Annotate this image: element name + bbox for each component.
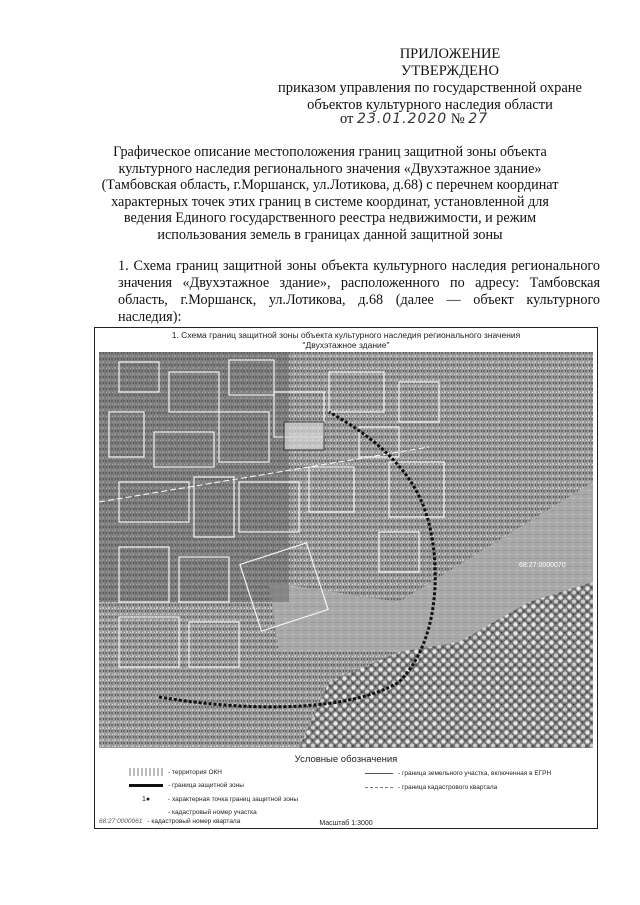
legend-quarter-border-label: - граница кадастрового квартала xyxy=(398,784,498,791)
legend-parcel-border-label: - граница земельного участка, включенная в ЕГРН xyxy=(398,770,552,777)
point-sample: 1● xyxy=(141,796,151,803)
aerial-map xyxy=(99,352,593,748)
legend-parcel-number xyxy=(129,808,257,816)
map-legend xyxy=(95,752,597,828)
number-sign: № xyxy=(450,111,465,127)
document-title xyxy=(70,144,590,243)
map-caption-line: "Двухэтажное здание" xyxy=(302,340,390,350)
section-1-paragraph xyxy=(84,258,600,326)
approved-label: УТВЕРЖДЕНО xyxy=(401,63,499,79)
order-line-2: объектов культурного наследия области xyxy=(307,97,553,113)
legend-parcel-border xyxy=(365,770,551,777)
parcel-number-swatch xyxy=(129,808,163,816)
map-scale: Масштаб 1:3000 xyxy=(319,820,373,827)
title-line: ведения Единого государственного реестра недвижимости, и режим xyxy=(123,210,537,226)
title-line: характерных точек этих границ в системе координат, установленной для xyxy=(111,193,549,210)
zone-line-swatch xyxy=(129,784,163,787)
legend-okn xyxy=(129,768,222,776)
section-1-text: 1. Схема границ защитной зоны объекта культурного наследия регионального значения «Двухэтажное здание», расположенного по адресу: Тамбовская область, г.Моршанск, ул.Лотикова, д.68 (далее — объект культурного наследия): xyxy=(118,258,600,325)
parcel-border-swatch xyxy=(365,773,393,774)
zone-map-figure xyxy=(94,327,598,829)
map-caption-line: 1. Схема границ защитной зоны объекта культурного наследия регионального значения xyxy=(171,330,521,340)
title-line: использования земель в границах данной защитной зоны xyxy=(157,226,503,243)
legend-zone xyxy=(129,782,244,789)
legend-point xyxy=(129,796,298,803)
quarter-border-swatch xyxy=(365,787,393,788)
handwritten-number: 27 xyxy=(468,111,489,127)
map-caption xyxy=(95,330,597,350)
title-line: (Тамбовская область, г.Моршанск, ул.Лотикова, д.68) с перечнем координат xyxy=(101,177,559,193)
legend-parcel-number-label: - кадастровый номер участка xyxy=(168,808,257,816)
parcel-number-label: 68:27:0000070 xyxy=(519,562,566,569)
legend-title: Условные обозначения xyxy=(294,754,398,765)
legend-quarter-border xyxy=(365,784,497,791)
title-line: культурного наследия регионального значения «Двухэтажное здание» xyxy=(118,160,542,177)
legend-quarter-number-label: - кадастровый номер квартала xyxy=(147,818,241,825)
order-line-1: приказом управления по государственной охране xyxy=(278,80,582,96)
order-date-line xyxy=(340,111,488,128)
handwritten-date: 23.01.2020 xyxy=(357,111,448,127)
legend-point-label: - характерная точка границ защитной зоны xyxy=(168,796,299,803)
title-line: Графическое описание местоположения границ защитной зоны объекта xyxy=(113,144,547,160)
legend-okn-label: - территория ОКН xyxy=(168,768,222,776)
appendix-label: ПРИЛОЖЕНИЕ xyxy=(399,46,501,62)
quarter-number-sample: 68:27:0000061 xyxy=(99,818,143,825)
okn-swatch xyxy=(129,768,163,776)
date-prefix: от xyxy=(340,111,354,127)
legend-zone-label: - граница защитной зоны xyxy=(168,782,244,789)
